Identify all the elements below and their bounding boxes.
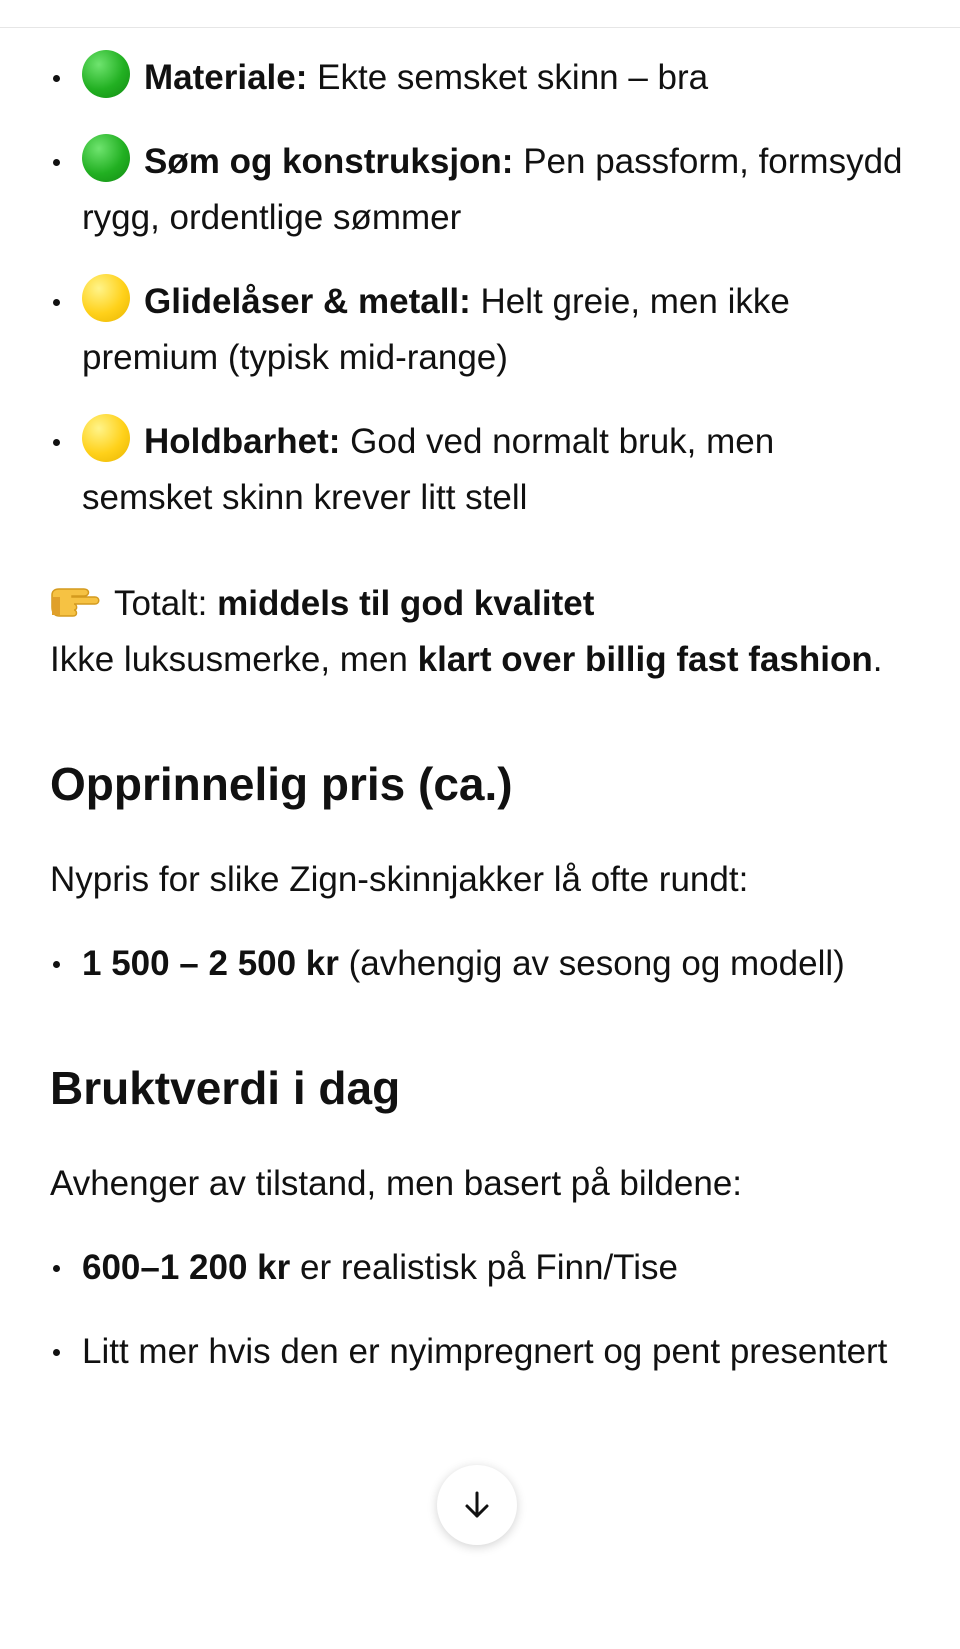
yellow-circle-icon — [82, 274, 130, 322]
list-item — [50, 134, 910, 246]
item-label: Holdbarhet: — [144, 422, 341, 461]
item-text: Helt greie, men ikke premium (typisk mid-range) — [82, 282, 790, 377]
bullet-dot — [53, 75, 60, 82]
top-divider — [0, 27, 960, 28]
bullet-dot — [53, 439, 60, 446]
used-value-intro: Avhenger av tilstand, men basert på bildene: — [50, 1164, 743, 1203]
bullet-dot — [53, 961, 60, 968]
summary-line2-prefix: Ikke luksusmerke, men — [50, 640, 408, 679]
list-item — [50, 936, 910, 992]
scroll-down-button[interactable] — [437, 1465, 517, 1545]
list-item — [50, 274, 910, 386]
list-item — [50, 1240, 910, 1296]
item-text: Pen passform, formsydd rygg, ordentlige sømmer — [82, 142, 903, 237]
price-range: 1 500 – 2 500 kr — [82, 944, 339, 983]
item-label: Materiale: — [144, 58, 308, 97]
item-text: (avhengig av sesong og modell) — [348, 944, 845, 983]
summary-verdict: middels til god kvalitet — [217, 584, 595, 623]
yellow-circle-icon — [82, 414, 130, 462]
item-label: Søm og konstruksjon: — [144, 142, 514, 181]
green-circle-icon — [82, 50, 130, 98]
list-item — [50, 1324, 910, 1380]
list-item — [50, 50, 910, 106]
price-range: 600–1 200 kr — [82, 1248, 291, 1287]
chat-message — [50, 50, 910, 1408]
bullet-dot — [53, 1349, 60, 1356]
summary-prefix: Totalt: — [114, 584, 208, 623]
summary-line2-bold: klart over billig fast fashion — [417, 640, 873, 679]
bullet-dot — [53, 1265, 60, 1272]
summary-line2-suffix: . — [872, 640, 883, 679]
bullet-dot — [53, 299, 60, 306]
used-value-list — [50, 1240, 910, 1380]
list-item — [50, 414, 910, 526]
original-price-list — [50, 936, 910, 992]
original-price-heading: Opprinnelig pris (ca.) — [50, 758, 513, 810]
summary — [50, 576, 910, 688]
item-text: God ved normalt bruk, men semsket skinn krever litt stell — [82, 422, 775, 517]
backhand-index-pointing-right-icon — [50, 585, 102, 619]
quality-list — [50, 50, 910, 526]
original-price-intro: Nypris for slike Zign-skinnjakker lå ofte rundt: — [50, 860, 749, 899]
bullet-dot — [53, 159, 60, 166]
used-value-heading: Bruktverdi i dag — [50, 1062, 401, 1114]
green-circle-icon — [82, 134, 130, 182]
item-label: Glidelåser & metall: — [144, 282, 471, 321]
item-text: er realistisk på Finn/Tise — [300, 1248, 678, 1287]
arrow-down-icon — [460, 1488, 494, 1522]
item-text: Litt mer hvis den er nyimpregnert og pent presentert — [82, 1332, 888, 1371]
item-text: Ekte semsket skinn – bra — [317, 58, 709, 97]
